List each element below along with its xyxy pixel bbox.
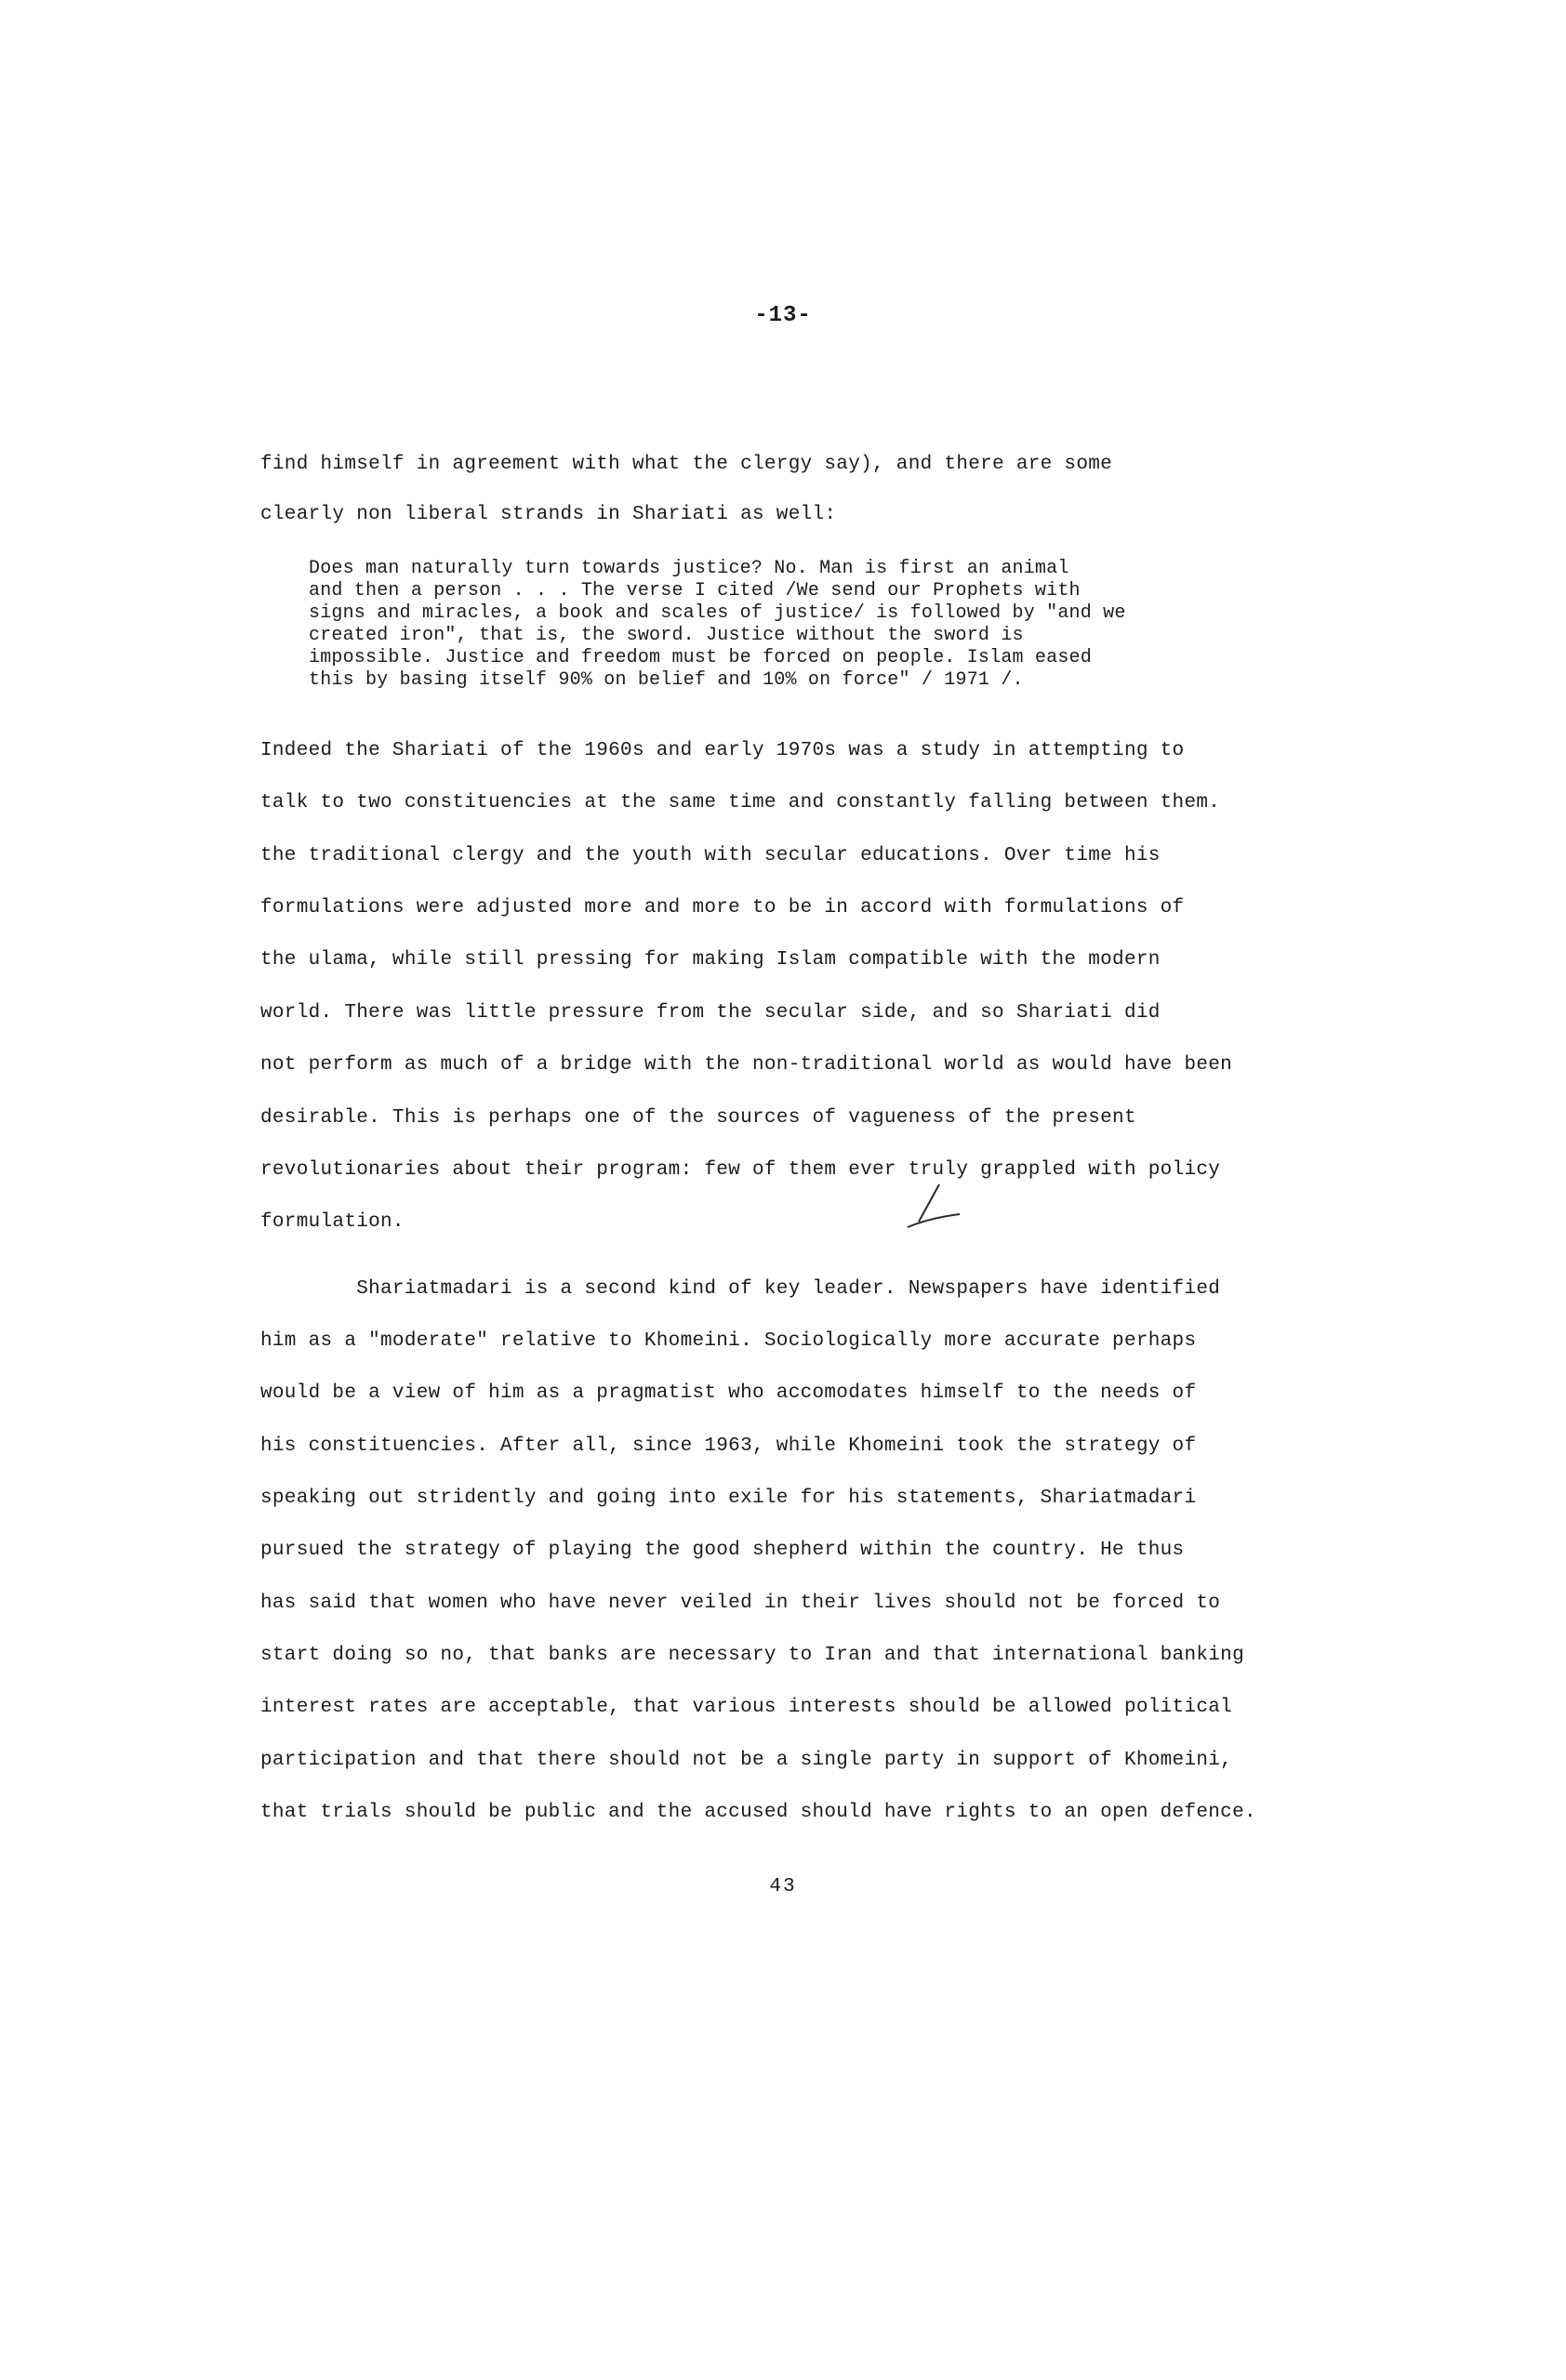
quote-line: this by basing itself 90% on belief and 10% on force" / 1971 /. (309, 669, 1024, 691)
text-line: Shariatmadari is a second kind of key leader. Newspapers have identified (260, 1278, 1221, 1300)
text-line: interest rates are acceptable, that various interests should be allowed political (260, 1697, 1233, 1718)
text-line: revolutionaries about their program: few of them ever truly grappled with policy (260, 1159, 1221, 1181)
text-line: not perform as much of a bridge with the non-traditional world as would have been (260, 1054, 1233, 1076)
text-line: his constituencies. After all, since 1963, while Khomeini took the strategy of (260, 1435, 1197, 1457)
text-line: formulations were adjusted more and more to be in accord with formulations of (260, 897, 1185, 919)
continuation-line: clearly non liberal strands in Shariati as well: (260, 504, 837, 525)
quote-line: created iron", that is, the sword. Justice without the sword is (309, 625, 1024, 646)
text-line: formulation. (260, 1211, 405, 1233)
text-line: Indeed the Shariati of the 1960s and early 1970s was a study in attempting to (260, 740, 1185, 761)
text-line: start doing so no, that banks are necessary to Iran and that international banking (260, 1645, 1244, 1666)
footer-page-number: 43 (769, 1876, 797, 1897)
text-line: the traditional clergy and the youth with secular educations. Over time his (260, 845, 1161, 866)
text-line: the ulama, while still pressing for making Islam compatible with the modern (260, 949, 1161, 971)
text-line: him as a "moderate" relative to Khomeini. Sociologically more accurate perhaps (260, 1330, 1197, 1352)
text-line: world. There was little pressure from the secular side, and so Shariati did (260, 1002, 1161, 1024)
page-header-number: -13- (754, 303, 812, 328)
text-line: pursued the strategy of playing the good shepherd within the country. He thus (260, 1540, 1185, 1561)
quote-line: signs and miracles, a book and scales of justice/ is followed by "and we (309, 602, 1126, 624)
text-line: desirable. This is perhaps one of the sources of vagueness of the present (260, 1107, 1136, 1129)
quote-line: and then a person . . . The verse I cited /We send our Prophets with (309, 580, 1081, 602)
text-line: speaking out stridently and going into exile for his statements, Shariatmadari (260, 1488, 1197, 1509)
handwritten-correction-mark (902, 1181, 967, 1236)
text-line: would be a view of him as a pragmatist who accomodates himself to the needs of (260, 1382, 1197, 1404)
text-line: talk to two constituencies at the same time and constantly falling between them. (260, 792, 1221, 813)
quote-line: Does man naturally turn towards justice? No. Man is first an animal (309, 558, 1069, 579)
quote-line: impossible. Justice and freedom must be forced on people. Islam eased (309, 647, 1092, 668)
text-line: has said that women who have never veiled in their lives should not be forced to (260, 1593, 1221, 1614)
continuation-line: find himself in agreement with what the clergy say), and there are some (260, 454, 1113, 475)
text-line: that trials should be public and the accused should have rights to an open defence. (260, 1802, 1256, 1823)
text-line: participation and that there should not be a single party in support of Khomeini, (260, 1750, 1233, 1771)
